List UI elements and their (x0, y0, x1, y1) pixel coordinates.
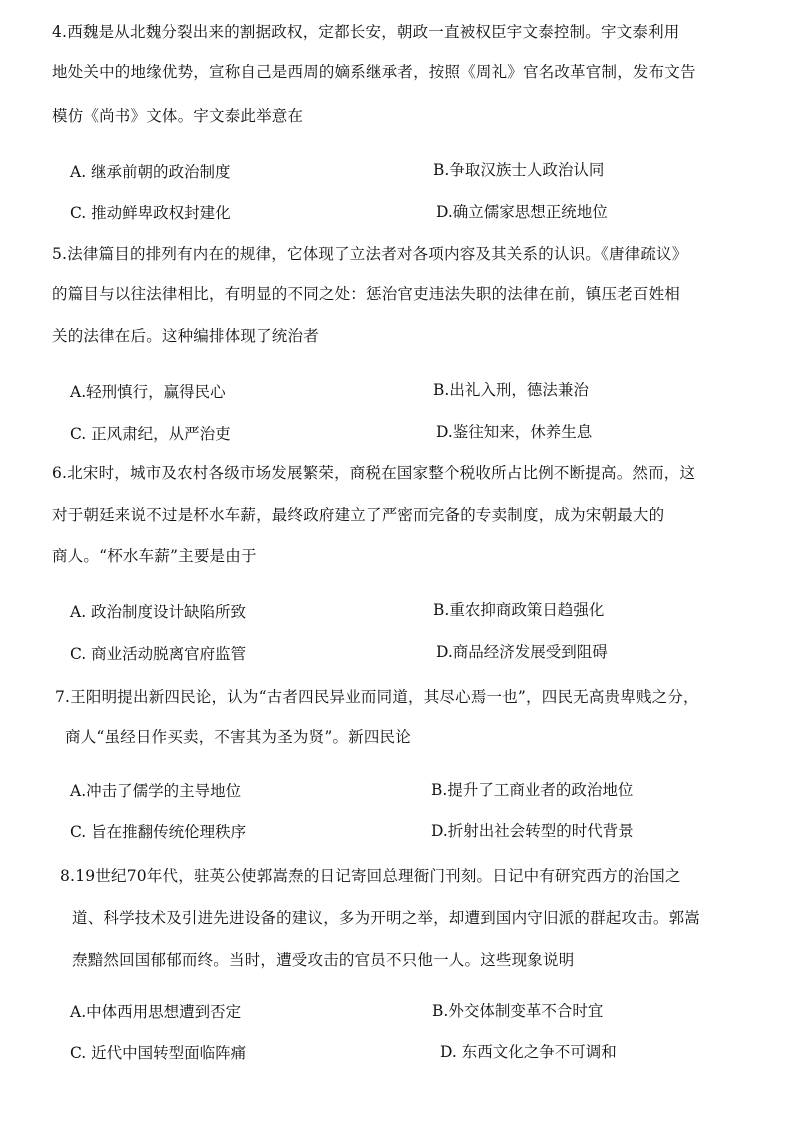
option-b[interactable]: B.外交体制变革不合时宜 (432, 1002, 604, 1020)
option-b[interactable]: B.提升了工商业者的政治地位 (431, 781, 634, 799)
question-stem-line: 关的法律在后。这种编排体现了统治者 (52, 327, 319, 345)
option-c[interactable]: C. 正风肃纪，从严治吏 (70, 425, 231, 443)
question-stem-line: 道、科学技术及引进先进设备的建议，多为开明之举，却遭到国内守旧派的群起攻击。郭嵩 (72, 909, 701, 927)
question-number: 7. (55, 688, 71, 706)
question-stem-line: 商人。“杯水车薪”主要是由于 (52, 547, 257, 565)
question-stem-line: 6.北宋时，城市及农村各级市场发展繁荣，商税在国家整个税收所占比例不断提高。然而，这 (52, 464, 696, 482)
option-a[interactable]: A.轻刑慎行，赢得民心 (70, 383, 226, 401)
question-stem-line: 对于朝廷来说不过是杯水车薪，最终政府建立了严密而完备的专卖制度，成为宋朝最大的 (52, 506, 665, 524)
option-d[interactable]: D.鉴往知来，休养生息 (436, 423, 593, 441)
option-c[interactable]: C. 推动鲜卑政权封建化 (70, 204, 231, 222)
option-a[interactable]: A. 政治制度设计缺陷所致 (70, 603, 247, 621)
question-stem-line: 5.法律篇目的排列有内在的规律，它体现了立法者对各项内容及其关系的认识。《唐律疏议》 (52, 245, 688, 263)
option-a[interactable]: A.冲击了儒学的主导地位 (70, 782, 242, 800)
option-b[interactable]: B.重农抑商政策日趋强化 (433, 601, 605, 619)
option-a[interactable]: A. 继承前朝的政治制度 (70, 163, 231, 181)
option-c[interactable]: C. 商业活动脱离官府监管 (70, 645, 247, 663)
question-stem-line: 的篇目与以往法律相比，有明显的不同之处：惩治官吏违法失职的法律在前，镇压老百姓相 (52, 285, 681, 303)
question-stem-line: 4.西魏是从北魏分裂出来的割据政权，定都长安，朝政一直被权臣宇文泰控制。宇文泰利用 (52, 23, 680, 41)
question-stem-line: 模仿《尚书》文体。宇文泰此举意在 (52, 107, 304, 125)
option-d[interactable]: D.商品经济发展受到阻碍 (436, 643, 608, 661)
option-d[interactable]: D.确立儒家思想正统地位 (436, 203, 608, 221)
question-stem-line: 焘黯然回国郁郁而终。当时，遭受攻击的官员不只他一人。这些现象说明 (72, 951, 575, 969)
question-number: 6. (52, 464, 68, 482)
question-number: 8. (60, 867, 76, 885)
question-stem-line: 7.王阳明提出新四民论，认为“古者四民异业而同道，其尽心焉一也”，四民无高贵卑贱之分， (55, 688, 699, 706)
question-stem-line: 8.19世纪70年代，驻英公使郭嵩焘的日记寄回总理衙门刊刻。日记中有研究西方的治国之 (60, 867, 681, 885)
option-c[interactable]: C. 旨在推翻传统伦理秩序 (70, 823, 247, 841)
option-a[interactable]: A.中体西用思想遭到否定 (70, 1003, 242, 1021)
option-d[interactable]: D.折射出社会转型的时代背景 (431, 822, 634, 840)
question-number: 4. (52, 23, 68, 41)
option-b[interactable]: B.争取汉族士人政治认同 (433, 161, 605, 179)
question-stem-line: 商人“虽经日作买卖，不害其为圣为贤”。新四民论 (65, 728, 411, 746)
option-b[interactable]: B.出礼入刑，德法兼治 (433, 381, 589, 399)
question-number: 5. (52, 245, 68, 263)
question-stem-line: 地处关中的地缘优势，宣称自己是西周的嫡系继承者，按照《周礼》官名改革官制，发布文告 (52, 63, 696, 81)
option-c[interactable]: C. 近代中国转型面临阵痛 (70, 1044, 247, 1062)
option-d[interactable]: D. 东西文化之争不可调和 (440, 1043, 617, 1061)
